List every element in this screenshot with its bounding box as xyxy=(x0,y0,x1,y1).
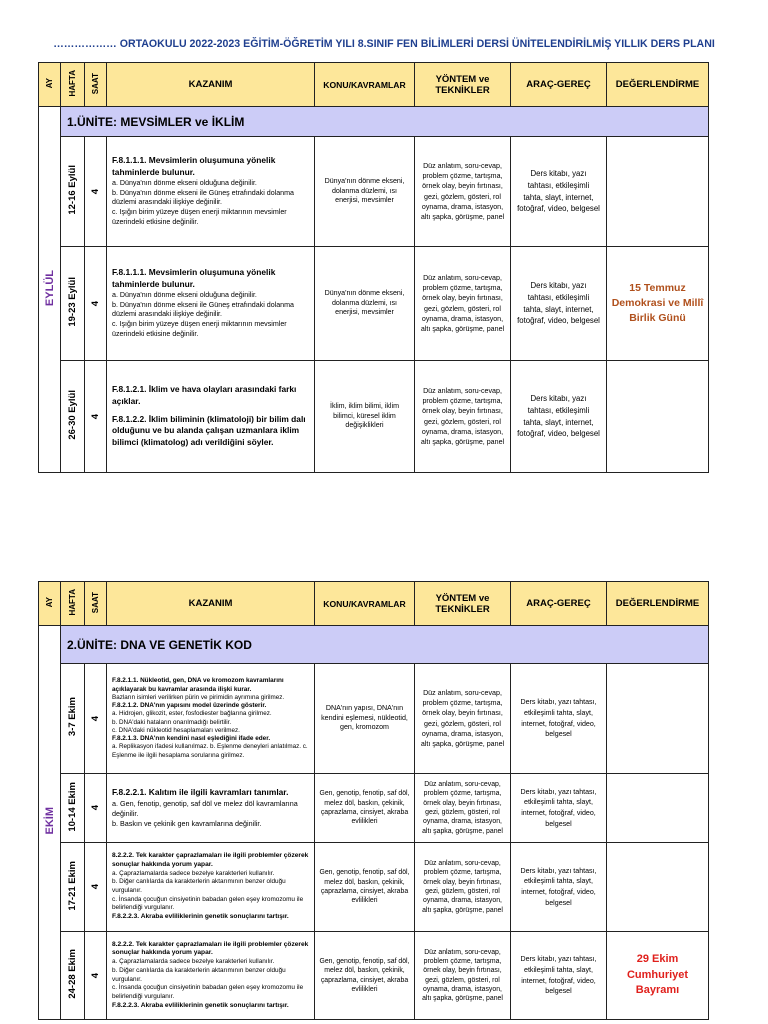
header-arac: ARAÇ-GEREÇ xyxy=(511,63,607,107)
kazanim-cell: F.8.1.1.1. Mevsimlerin oluşumuna yönelik tahminlerde bulunur. a. Dünya'nın dönme ekseni olduğuna değinilir. b. Dünya'nın dönme ekseni ile Güneş etrafındaki dolanma düzlemi arasındaki ilişkiye değinilir. c. Işığın birim yüzeye düşen enerji miktarının mevsimler üzerindeki etkisine değinilir. xyxy=(107,137,315,247)
hours-cell: 4 xyxy=(85,932,107,1020)
plan-table-unit-2 xyxy=(38,581,709,1020)
table-row xyxy=(39,932,709,1020)
kazanim-cell: F.8.1.2.1. İklim ve hava olayları arasındaki farkı açıklar. F.8.1.2.2. İklim biliminin (klimatoloji) bir bilim dalı olduğunu ve bu alanda çalışan uzmanlara iklim bilimci (klimatolog) adı verildiğini söyler. xyxy=(107,361,315,473)
arac-cell: Ders kitabı, yazı tahtası, etkileşimli tahta, slayt, internet, fotoğraf, video, belgesel xyxy=(511,247,607,361)
header-arac: ARAÇ-GEREÇ xyxy=(511,582,607,626)
header-hafta: HAFTA xyxy=(61,63,85,107)
degerlendirme-cell xyxy=(607,664,709,774)
holiday-note: 29 Ekim Cumhuriyet Bayramı xyxy=(607,932,709,1020)
unit-title: 2.ÜNİTE: DNA VE GENETİK KOD xyxy=(61,626,709,664)
table-row xyxy=(39,774,709,843)
header-deger: DEĞERLENDİRME xyxy=(607,582,709,626)
arac-cell: Ders kitabı, yazı tahtası, etkileşimli tahta, slayt, internet, fotoğraf, video, belgesel xyxy=(511,932,607,1020)
week-cell: 12-16 Eylül xyxy=(61,137,85,247)
header-saat: SAAT xyxy=(85,582,107,626)
week-cell: 3-7 Ekim xyxy=(61,664,85,774)
konu-cell: İklim, iklim bilimi, iklim bilimci, küresel iklim değişiklikleri xyxy=(315,361,415,473)
hours-cell: 4 xyxy=(85,664,107,774)
header-konu: KONU/KAVRAMLAR xyxy=(315,582,415,626)
month-cell: EYLÜL xyxy=(39,107,61,473)
konu-cell: Dünya'nın dönme ekseni, dolanma düzlemi, ısı enerjisi, mevsimler xyxy=(315,247,415,361)
header-kazanim: KAZANIM xyxy=(107,582,315,626)
konu-cell: Gen, genotip, fenotip, saf döl, melez döl, baskın, çekinik, çaprazlama, cinsiyet, akraba evlilikleri xyxy=(315,932,415,1020)
yontem-cell: Düz anlatım, soru-cevap, problem çözme, tartışma, örnek olay, beyin fırtınası, gezi, gözlem, gösteri, rol oynama, drama, istasyon, altı şapka, görüşme, panel xyxy=(415,664,511,774)
arac-cell: Ders kitabı, yazı tahtası, etkileşimli tahta, slayt, internet, fotoğraf, video, belgesel xyxy=(511,137,607,247)
yontem-cell: Düz anlatım, soru-cevap, problem çözme, tartışma, örnek olay, beyin fırtınası, gezi, gözlem, gösteri, rol oynama, drama, istasyon, altı şapka, görüşme, panel xyxy=(415,247,511,361)
week-cell: 19-23 Eylül xyxy=(61,247,85,361)
table-row xyxy=(39,247,709,361)
table-header-row xyxy=(39,582,709,626)
degerlendirme-cell xyxy=(607,774,709,843)
kazanim-cell: F.8.2.1.1. Nükleotid, gen, DNA ve kromozom kavramlarını açıklayarak bu kavramlar arasında ilişki kurar. Bazların isimleri verilirken pürin ve pirimidin ayrımına girilmez. F.8.2.1.2. DNA'nın yapısını model üzerinde gösterir. a. Hidrojen, glikozit, ester, fosfodiester bağlarına girilmez. b. DNA'daki hataların onarılmadığı belirtilir. c. DNA'daki nükleotid hesaplamaları verilmez. F.8.2.1.3. DNA'nın kendini nasıl eşlediğini ifade eder. a. Replikasyon ifadesi kullanılmaz. b. Eşlenme deneyleri anlatılmaz. c. Eşlenme ile ilgili hesaplama sorularına girilmez. xyxy=(107,664,315,774)
konu-cell: Gen, genotip, fenotip, saf döl, melez döl, baskın, çekinik, çaprazlama, cinsiyet, akraba evlilikleri xyxy=(315,774,415,843)
unit-title: 1.ÜNİTE: MEVSİMLER ve İKLİM xyxy=(61,107,709,137)
arac-cell: Ders kitabı, yazı tahtası, etkileşimli tahta, slayt, internet, fotoğraf, video, belgesel xyxy=(511,843,607,932)
konu-cell: DNA'nın yapısı, DNA'nın kendini eşlemesi, nükleotid, gen, kromozom xyxy=(315,664,415,774)
header-yontem: YÖNTEM ve TEKNİKLER xyxy=(415,63,511,107)
arac-cell: Ders kitabı, yazı tahtası, etkileşimli tahta, slayt, internet, fotoğraf, video, belgesel xyxy=(511,664,607,774)
konu-cell: Dünya'nın dönme ekseni, dolanma düzlemi, ısı enerjisi, mevsimler xyxy=(315,137,415,247)
yontem-cell: Düz anlatım, soru-cevap, problem çözme, tartışma, örnek olay, beyin fırtınası, gezi, gözlem, gösteri, rol oynama, drama, istasyon, altı şapka, görüşme, panel xyxy=(415,361,511,473)
header-deger: DEĞERLENDİRME xyxy=(607,63,709,107)
table-row xyxy=(39,361,709,473)
yontem-cell: Düz anlatım, soru-cevap, problem çözme, tartışma, örnek olay, beyin fırtınası, gezi, gözlem, gösteri, rol oynama, drama, istasyon, altı şapka, görüşme, panel xyxy=(415,137,511,247)
kazanim-cell: 8.2.2.2. Tek karakter çaprazlamaları ile ilgili problemler çözerek sonuçlar hakkında yorum yapar. a. Çaprazlamalarda sadece bezelye karakterleri kullanılır. b. Diğer canlılarda da karakterlerin aktarımının benzer olduğu vurgulanır. c. İnsanda çocuğun cinsiyetinin babadan gelen eşey kromozomu ile belirlendiği vurgulanır. F.8.2.2.3. Akraba evliliklerinin genetik sonuçlarını tartışır. xyxy=(107,843,315,932)
week-cell: 26-30 Eylül xyxy=(61,361,85,473)
degerlendirme-cell xyxy=(607,137,709,247)
degerlendirme-cell xyxy=(607,843,709,932)
table-row xyxy=(39,843,709,932)
table-row xyxy=(39,664,709,774)
header-hafta: HAFTA xyxy=(61,582,85,626)
unit-row xyxy=(39,626,709,664)
week-cell: 10-14 Ekim xyxy=(61,774,85,843)
kazanim-cell: F.8.2.2.1. Kalıtım ile ilgili kavramları tanımlar. a. Gen, fenotip, genotip, saf döl ve melez döl kavramlarına değinilir. b. Baskın ve çekinik gen kavramlarına değinilir. xyxy=(107,774,315,843)
hours-cell: 4 xyxy=(85,843,107,932)
yontem-cell: Düz anlatım, soru-cevap, problem çözme, tartışma, örnek olay, beyin fırtınası, gezi, gözlem, gösteri, rol oynama, drama, istasyon, altı şapka, görüşme, panel xyxy=(415,843,511,932)
kazanim-cell: 8.2.2.2. Tek karakter çaprazlamaları ile ilgili problemler çözerek sonuçlar hakkında yorum yapar. a. Çaprazlamalarda sadece bezelye karakterleri kullanılır. b. Diğer canlılarda da karakterlerin aktarımının benzer olduğu vurgulanır. c. İnsanda çocuğun cinsiyetinin babadan gelen eşey kromozomu ile belirlendiği vurgulanır. F.8.2.2.3. Akraba evliliklerinin genetik sonuçlarını tartışır. xyxy=(107,932,315,1020)
yontem-cell: Düz anlatım, soru-cevap, problem çözme, tartışma, örnek olay, beyin fırtınası, gezi, gözlem, gösteri, rol oynama, drama, istasyon, altı şapka, görüşme, panel xyxy=(415,932,511,1020)
arac-cell: Ders kitabı, yazı tahtası, etkileşimli tahta, slayt, internet, fotoğraf, video, belgesel xyxy=(511,774,607,843)
hours-cell: 4 xyxy=(85,774,107,843)
plan-table-unit-1 xyxy=(38,62,709,473)
header-konu: KONU/KAVRAMLAR xyxy=(315,63,415,107)
week-cell: 24-28 Ekim xyxy=(61,932,85,1020)
header-yontem: YÖNTEM ve TEKNİKLER xyxy=(415,582,511,626)
yontem-cell: Düz anlatım, soru-cevap, problem çözme, tartışma, örnek olay, beyin fırtınası, gezi, gözlem, gösteri, rol oynama, drama, istasyon, altı şapka, görüşme, panel xyxy=(415,774,511,843)
unit-row xyxy=(39,107,709,137)
hours-cell: 4 xyxy=(85,361,107,473)
table-header-row xyxy=(39,63,709,107)
header-ay: AY xyxy=(39,63,61,107)
week-cell: 17-21 Ekim xyxy=(61,843,85,932)
header-kazanim: KAZANIM xyxy=(107,63,315,107)
month-cell: EKİM xyxy=(39,626,61,1020)
hours-cell: 4 xyxy=(85,137,107,247)
hours-cell: 4 xyxy=(85,247,107,361)
document-title: ……………… ORTAOKULU 2022-2023 EĞİTİM-ÖĞRETİM YILI 8.SINIF FEN BİLİMLERİ DERSİ ÜNİTELENDİRİLMİŞ YILLIK DERS PLANI xyxy=(53,38,715,50)
header-ay: AY xyxy=(39,582,61,626)
holiday-note: 15 Temmuz Demokrasi ve Millî Birlik Günü xyxy=(607,247,709,361)
header-saat: SAAT xyxy=(85,63,107,107)
degerlendirme-cell xyxy=(607,361,709,473)
table-row xyxy=(39,137,709,247)
arac-cell: Ders kitabı, yazı tahtası, etkileşimli tahta, slayt, internet, fotoğraf, video, belgesel xyxy=(511,361,607,473)
konu-cell: Gen, genotip, fenotip, saf döl, melez döl, baskın, çekinik, çaprazlama, cinsiyet, akraba evlilikleri xyxy=(315,843,415,932)
kazanim-cell: F.8.1.1.1. Mevsimlerin oluşumuna yönelik tahminlerde bulunur. a. Dünya'nın dönme ekseni olduğuna değinilir. b. Dünya'nın dönme ekseni ile Güneş etrafındaki dolanma düzlemi arasındaki ilişkiye değinilir. c. Işığın birim yüzeye düşen enerji miktarının mevsimler üzerindeki etkisine değinilir. xyxy=(107,247,315,361)
